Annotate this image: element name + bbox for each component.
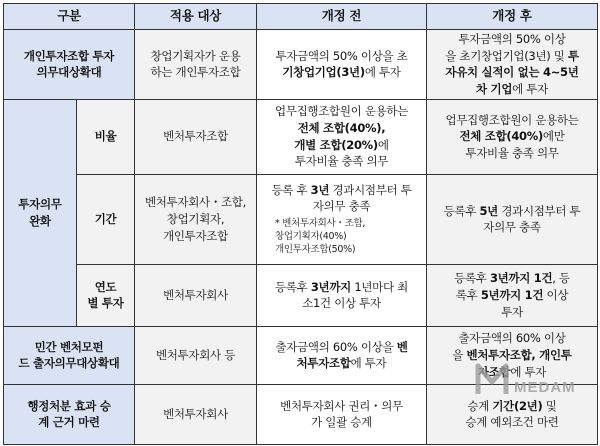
subcategory-ratio: 비율 (77, 99, 135, 174)
target-cell: 벤처투자조합 (135, 99, 257, 174)
subcategory-period: 기간 (77, 174, 135, 264)
before-cell (257, 99, 427, 174)
before-text-end: 1년마다 최 소1건 이상 투자 (302, 279, 408, 311)
target-cell: 벤처투자회사 (135, 384, 257, 444)
category-cell: 개인투자조합 투자 의무대상확대 (4, 30, 135, 100)
header-after: 개정 후 (427, 4, 598, 30)
watermark-logo-mark (470, 354, 582, 414)
before-cell (257, 326, 427, 384)
watermark-text: MEDAM (514, 379, 576, 396)
after-cell (427, 174, 598, 264)
category-cell-ease: 투자의무 완화 (4, 99, 77, 326)
before-text: 등록후 (275, 279, 311, 294)
header-row (4, 4, 598, 30)
watermark-logo (470, 354, 582, 414)
before-footnote: * 벤처투자회사・조합, 창업기획자(40%) 개인투자조합(50%) (275, 218, 366, 255)
after-emphasis: 3년까지 1건 (489, 271, 553, 286)
row-ratio (4, 99, 598, 174)
before-text-end: 에 투자 (364, 65, 401, 80)
after-emphasis: 투 자유치 실적이 없는 4~5년 차 기업 (445, 48, 579, 97)
after-text: 승계 (467, 398, 493, 413)
after-text: 업무집행조합원이 운용하는 (445, 112, 579, 127)
after-cell (427, 99, 598, 174)
row-period (4, 174, 598, 264)
after-text-end: 이상 투자 (501, 287, 569, 319)
before-emphasis: 3년 (310, 182, 330, 197)
after-emphasis: 벤처투자조합, 개인투 자조합 (466, 347, 572, 379)
before-cell: 벤처투자회사 권리・의무 가 일괄 승계 (257, 384, 427, 444)
category-cell: 민간 벤처모펀 드 출자의무대상확대 (4, 326, 135, 384)
after-cell (427, 264, 598, 326)
after-text: 출자금액의 60% 이상 을 (452, 331, 566, 362)
after-text: 등록후 (443, 203, 480, 218)
before-text: 등록 후 (271, 182, 311, 197)
m-logo-icon (478, 366, 506, 394)
after-emphasis-2: 5년까지 1건 (480, 287, 544, 302)
before-emphasis: 기창업기업(3년) (282, 65, 365, 80)
after-text-end: 에 투자 (510, 364, 547, 379)
after-emphasis: 5년 (479, 203, 498, 218)
before-emphasis: 벤 처투자조합 (296, 339, 408, 371)
after-text: 등록후 (454, 271, 490, 286)
target-cell: 창업기획자가 운용 하는 개인투자조합 (135, 30, 257, 100)
after-emphasis: 기간(2년) (492, 398, 543, 413)
category-cell: 행정처분 효과 승 계 근거 마련 (4, 384, 135, 444)
after-emphasis: 전체 조합(40%) (459, 129, 543, 144)
after-text-end: 경과시점부터 투 자의무 충족 (483, 203, 581, 235)
header-category: 구분 (4, 4, 135, 30)
before-emphasis: 전체 조합(40%), 개별 조합(20%) (294, 121, 386, 152)
target-cell: 벤처투자회사 (135, 264, 257, 326)
before-text: 출자금액의 60% 이상을 (275, 339, 397, 354)
before-text-end: 에 투자 (350, 356, 387, 371)
before-cell (257, 30, 427, 100)
after-text-end: 에만 투자비율 충족 의무 (465, 129, 565, 161)
target-cell: 벤처투자회사・조합, 창업기획자, 개인투자조합 (135, 174, 257, 264)
subcategory-annual: 연도 별 투자 (77, 264, 135, 326)
header-target: 적용 대상 (135, 4, 257, 30)
target-cell: 벤처투자회사 등 (135, 326, 257, 384)
header-before: 개정 전 (257, 4, 427, 30)
row-personal-investment (4, 30, 598, 100)
before-text: 업무집행조합원이 운용하는 (274, 104, 409, 119)
after-text: 투자금액의 50% 이상 을 초기창업기업(3년) 및 (445, 32, 566, 63)
after-text-mid: , 등 록후 (455, 271, 570, 302)
row-annual-investment (4, 264, 598, 326)
before-text-end: 에 투자비율 충족 의무 (294, 137, 389, 169)
before-cell (257, 264, 427, 326)
after-text-end: 및 승계 예외조건 마련 (465, 398, 559, 430)
before-cell (257, 174, 427, 264)
before-text-end: 경과시점부터 투 자의무 충족 (312, 182, 412, 214)
after-cell (427, 30, 598, 100)
before-emphasis: 3년까지 (310, 279, 351, 294)
before-text: 투자금액의 50% 이상을 초 (275, 48, 408, 63)
after-text-end: 에 투자 (512, 82, 548, 97)
